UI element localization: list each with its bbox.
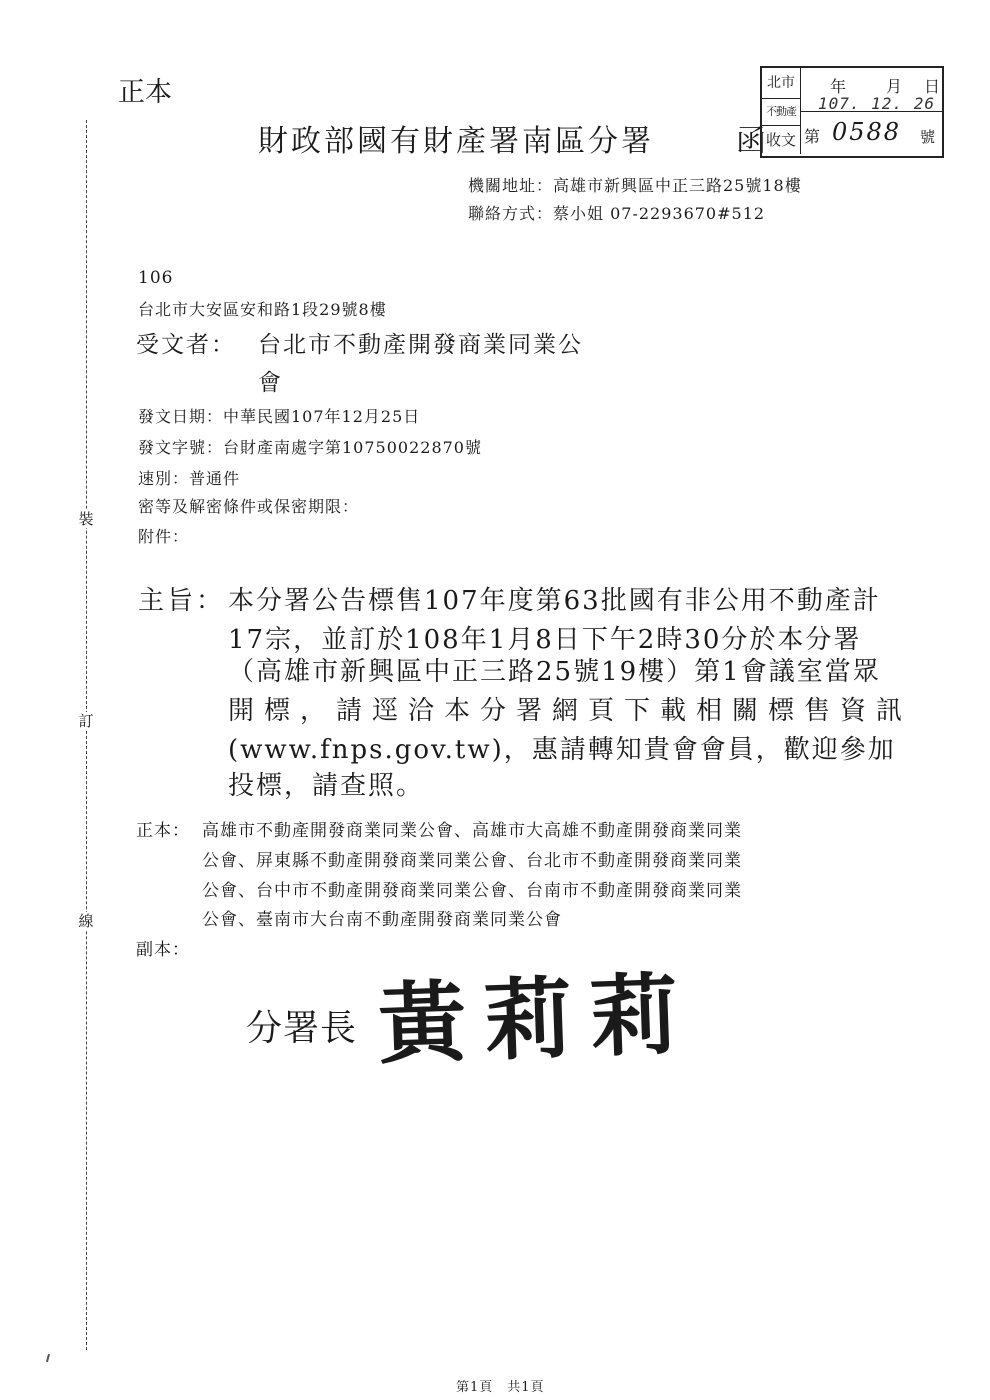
stamp-number: 0588 — [832, 118, 902, 146]
agency-title: 財政部國有財產署南區分署 — [258, 124, 654, 159]
binding-char-ding: 訂 — [74, 712, 98, 730]
original-recipients-line: 公會、屏東縣不動產開發商業同業公會、台北市不動產開發商業同業 — [202, 851, 742, 871]
binding-char-zhuang: 裝 — [74, 510, 98, 528]
recipient-address: 台北市大安區安和路1段29號8樓 — [138, 300, 387, 319]
original-recipients-line: 公會、臺南市大台南不動產開發商業同業公會 — [202, 910, 562, 930]
stamp-received-label: 收文 — [762, 126, 801, 154]
signatory-title: 分署長 — [246, 1008, 358, 1049]
confidentiality: 密等及解密條件或保密期限： — [138, 497, 360, 516]
sender-contact: 聯絡方式：蔡小姐 07-2293670#512 — [468, 204, 766, 223]
subject-line: 投標，請查照。 — [228, 771, 425, 801]
stamp-day-label: 日 — [924, 77, 941, 96]
document-type: 函 — [736, 124, 766, 159]
signatory-name: 黃莉莉 — [376, 961, 698, 1077]
page-number: 第1頁 共1頁 — [456, 1380, 545, 1395]
stamp-number-suffix: 號 — [920, 128, 936, 146]
stamp-month-label: 月 — [886, 77, 903, 96]
attachments: 附件： — [138, 527, 190, 546]
subject-line: 17宗，並訂於108年1月8日下午2時30分於本分署 — [228, 625, 862, 655]
original-recipients-label: 正本： — [136, 821, 190, 841]
received-stamp — [760, 66, 944, 158]
stamp-year-label: 年 — [830, 77, 847, 96]
recipient-label: 受文者： — [136, 332, 236, 358]
original-recipients-line: 公會、台中市不動產開發商業同業公會、台南市不動產開發商業同業 — [202, 881, 742, 901]
copy-recipients-label: 副本： — [136, 940, 190, 960]
issue-date: 發文日期：中華民國107年12月25日 — [138, 407, 421, 426]
sender-address: 機關地址：高雄市新興區中正三路25號18樓 — [468, 176, 802, 195]
subject-line: 本分署公告標售107年度第63批國有非公用不動產計 — [228, 586, 881, 616]
document-number: 發文字號：台財產南處字第10750022870號 — [138, 438, 482, 457]
subject-label: 主旨： — [138, 586, 226, 616]
subject-line: （高雄市新興區中正三路25號19樓）第1會議室當眾 — [228, 657, 881, 687]
stamp-org: 不動產 — [762, 99, 801, 126]
binding-margin-line — [86, 120, 87, 1350]
stamp-city: 北市 — [762, 68, 801, 99]
stamp-date: 107. 12. 26 — [818, 94, 935, 113]
scan-speck — [46, 1354, 50, 1362]
subject-line: 開標，請逕洽本分署網頁下載相關標售資訊 — [228, 696, 913, 726]
copy-type-label: 正本 — [118, 77, 172, 108]
subject-line: (www.fnps.gov.tw)，惠請轉知貴會會員，歡迎參加 — [228, 735, 896, 765]
binding-char-xian: 線 — [74, 912, 98, 930]
original-recipients-line: 高雄市不動產開發商業同業公會、高雄市大高雄不動產開發商業同業 — [202, 821, 742, 841]
stamp-number-prefix: 第 — [804, 127, 821, 146]
urgency: 速別：普通件 — [138, 469, 241, 488]
recipient-name-continued: 會 — [258, 370, 281, 396]
postal-code: 106 — [138, 268, 174, 288]
recipient-name: 台北市不動產開發商業同業公 — [258, 332, 583, 358]
